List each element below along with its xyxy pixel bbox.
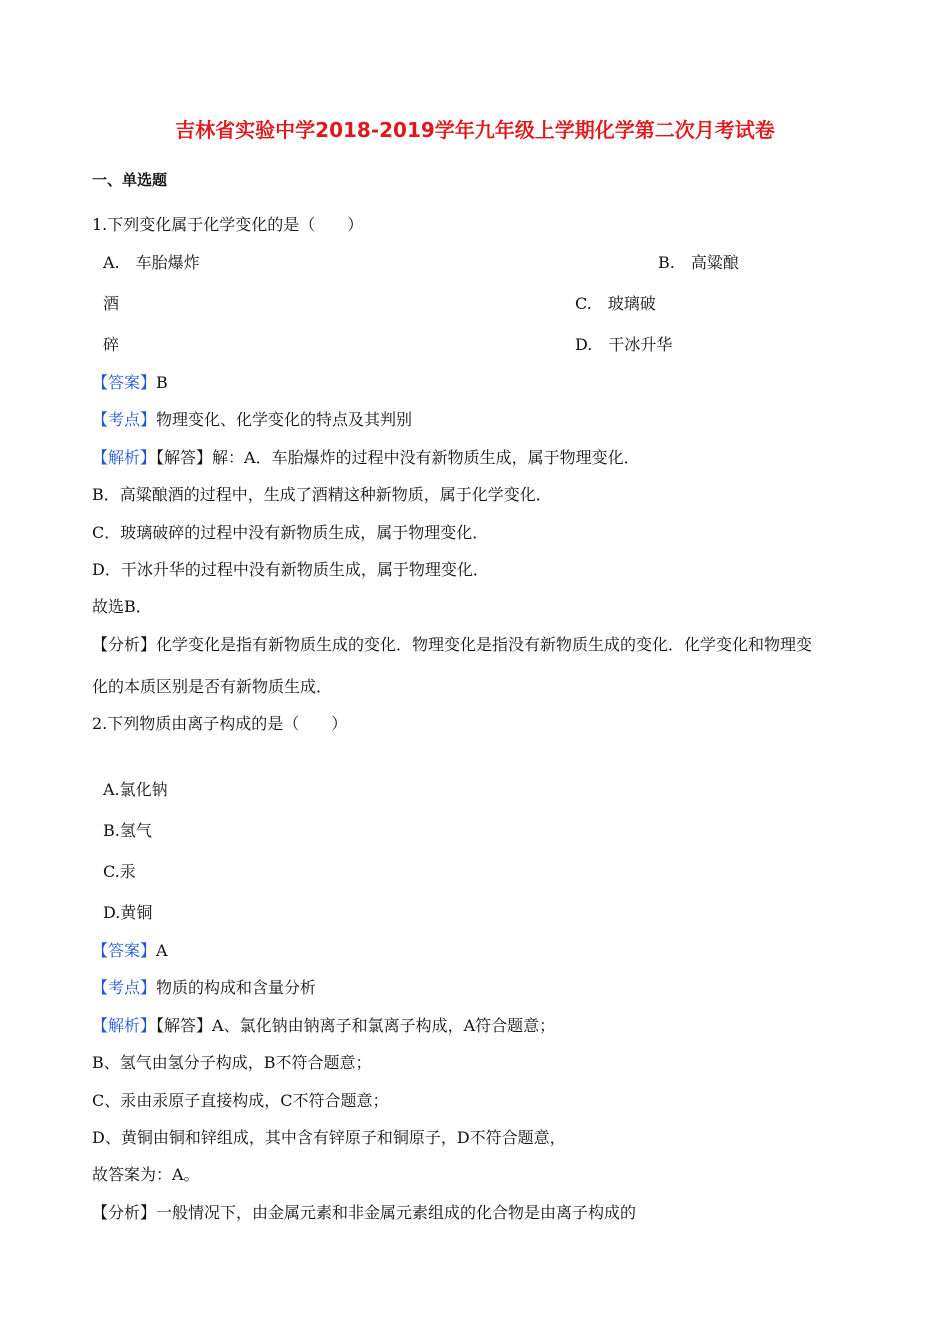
question-1-analysis-line: 故选B． xyxy=(92,597,152,616)
question-2-analysis-line: C、汞由汞原子直接构成，C不符合题意； xyxy=(92,1091,389,1110)
question-2-analysis-line: 故答案为：A。 xyxy=(92,1165,200,1184)
question-1-analysis-line xyxy=(92,448,640,468)
question-2-answer xyxy=(92,941,168,961)
question-1-answer xyxy=(92,373,168,393)
question-1-option-c-continued: 碎 xyxy=(103,335,120,354)
knowledge-point-tag: 【考点】 xyxy=(92,410,157,429)
question-2-option-d: D.黄铜 xyxy=(103,903,153,922)
question-1-option-b-continued: 酒 xyxy=(103,294,120,313)
question-1-option-d: D. 干冰升华 xyxy=(575,335,673,354)
question-2-option-b: B.氢气 xyxy=(103,821,152,840)
question-1-analysis-line: B．高粱酿酒的过程中，生成了酒精这种新物质，属于化学变化． xyxy=(92,485,552,504)
question-1-option-a: A. 车胎爆炸 xyxy=(103,253,200,272)
analysis-tag: 【解析】 xyxy=(92,448,157,467)
question-1-knowledge-point xyxy=(92,410,412,430)
analysis-text: 【解答】A、氯化钠由钠离子和氯离子构成，A符合题意； xyxy=(156,1016,556,1035)
question-2-stem: 2.下列物质由离子构成的是（ ） xyxy=(92,714,348,733)
question-2-analysis-line: D、黄铜由铜和锌组成，其中含有锌原子和铜原子，D不符合题意， xyxy=(92,1128,566,1147)
question-1-fenxi: 【分析】化学变化是指有新物质生成的变化．物理变化是指没有新物质生成的变化．化学变化和物理变 xyxy=(92,635,813,654)
answer-value: B xyxy=(156,373,168,392)
question-1-analysis-line: C．玻璃破碎的过程中没有新物质生成，属于物理变化． xyxy=(92,523,489,542)
answer-tag: 【答案】 xyxy=(92,941,157,960)
analysis-tag: 【解析】 xyxy=(92,1016,157,1035)
answer-value: A xyxy=(156,941,168,960)
analysis-text: 【解答】解：A．车胎爆炸的过程中没有新物质生成，属于物理变化． xyxy=(156,448,640,467)
question-2-option-a: A.氯化钠 xyxy=(103,780,168,799)
question-1-option-b: B. 高粱酿 xyxy=(658,253,739,272)
question-1-option-c: C. 玻璃破 xyxy=(575,294,656,313)
knowledge-point-text: 物质的构成和含量分析 xyxy=(156,978,317,997)
question-2-knowledge-point xyxy=(92,978,316,998)
question-1-analysis-line: D．干冰升华的过程中没有新物质生成，属于物理变化． xyxy=(92,560,489,579)
question-2-option-c: C.汞 xyxy=(103,862,136,881)
knowledge-point-tag: 【考点】 xyxy=(92,978,157,997)
question-2-analysis-line: B、氢气由氢分子构成，B不符合题意； xyxy=(92,1053,372,1072)
question-2-analysis-line xyxy=(92,1016,555,1036)
question-2-fenxi: 【分析】一般情况下，由金属元素和非金属元素组成的化合物是由离子构成的 xyxy=(92,1203,637,1222)
answer-tag: 【答案】 xyxy=(92,373,157,392)
question-1-fenxi-continued: 化的本质区别是否有新物质生成． xyxy=(92,677,333,696)
question-1-stem: 1.下列变化属于化学变化的是（ ） xyxy=(92,215,364,234)
knowledge-point-text: 物理变化、化学变化的特点及其判别 xyxy=(156,410,413,429)
document-title: 吉林省实验中学2018-2019学年九年级上学期化学第二次月考试卷 xyxy=(175,118,775,142)
section-heading-single-choice: 一、单选题 xyxy=(92,171,168,189)
